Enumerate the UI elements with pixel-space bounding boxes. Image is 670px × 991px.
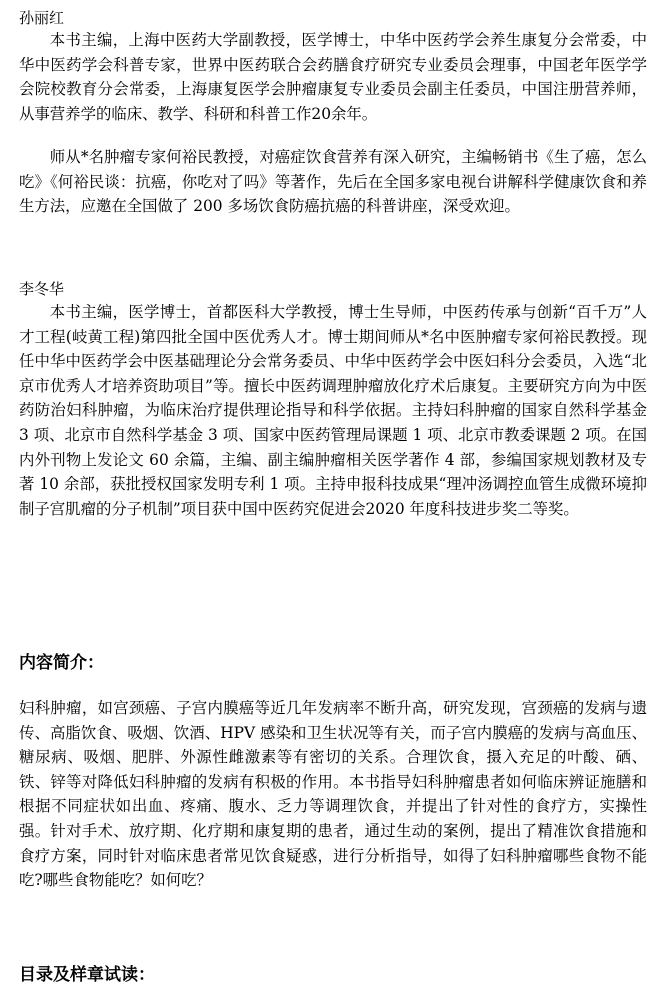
- author1-name: 孙丽红: [19, 9, 65, 27]
- summary-heading: 内容简介：: [19, 653, 104, 673]
- author2-name: 李冬华: [19, 280, 65, 298]
- toc-heading: 目录及样章试读：: [19, 965, 155, 985]
- summary-text: 妇科肿瘤，如宫颈癌、子宫内膜癌等近几年发病率不断升高，研究发现，宫颈癌的发病与遗传、高脂饮食、吸烟、饮酒、HPV 感染和卫生状况等有关，而子宫内膜癌的发病与高血压、糖尿病、吸烟、肥胖、外源性雌激素等有密切的关系。合理饮食，摄入充足的叶酸、硒、铁、锌等对降低妇科肿瘤的发病有积极的作用。本书指导妇科肿瘤患者如何临床辨证施膳和根据不同症状如出血、疼痛、腹水、乏力等调理饮食，并提出了针对性的食疗方，实操性强。针对手术、放疗期、化疗期和康复期的患者，通过生动的案例，提出了精准饮食措施和食疗方案，同时针对临床患者常见饮食疑惑，进行分析指导，如得了妇科肿瘤哪些食物不能吃?哪些食物能吃？如何吃？: [19, 699, 647, 890]
- author1-bio-paragraph-1: 本书主编，上海中医药大学副教授，医学博士，中华中医药学会养生康复分会常委，中华中医药学会科普专家，世界中医药联合会药膳食疗研究专业委员会理事，中国老年医学学会院校教育分会常委，上海康复医学会肿瘤康复专业委员会副主任委员，中国注册营养师，从事营养学的临床、教学、科研和科普工作20余年。: [19, 31, 647, 123]
- author1-bio-paragraph-2: 师从*名肿瘤专家何裕民教授，对癌症饮食营养有深入研究，主编畅销书《生了癌，怎么吃》《何裕民谈：抗癌，你吃对了吗》等著作，先后在全国多家电视台讲解科学健康饮食和养生方法，应邀在全国做了 200 多场饮食防癌抗癌的科普讲座，深受欢迎。: [19, 148, 647, 216]
- author2-bio-paragraph: 本书主编，医学博士，首都医科大学教授，博士生导师，中医药传承与创新“百千万”人才工程(岐黄工程)第四批全国中医优秀人才。博士期间师从*名中医肿瘤专家何裕民教授。现任中华中医药学会中医基础理论分会常务委员、中华中医药学会中医妇科分会委员，入选“北京市优秀人才培养资助项目”等。擅长中医药调理肿瘤放化疗术后康复。主要研究方向为中医药防治妇科肿瘤，为临床治疗提供理论指导和科学依据。主持妇科肿瘤的国家自然科学基金 3 项、北京市自然科学基金 3 项、国家中医药管理局课题 1 项、北京市教委课题 2 项。在国内外刊物上发论文 60 余篇，主编、副主编肿瘤相关医学著作 4 部，参编国家规划教材及专著 10 余部，获批授权国家发明专利 1 项。主持申报科技成果“理冲汤调控血管生成微环境抑制子宫肌瘤的分子机制”项目获中国中医药究促进会2020 年度科技进步奖二等奖。: [19, 303, 647, 518]
